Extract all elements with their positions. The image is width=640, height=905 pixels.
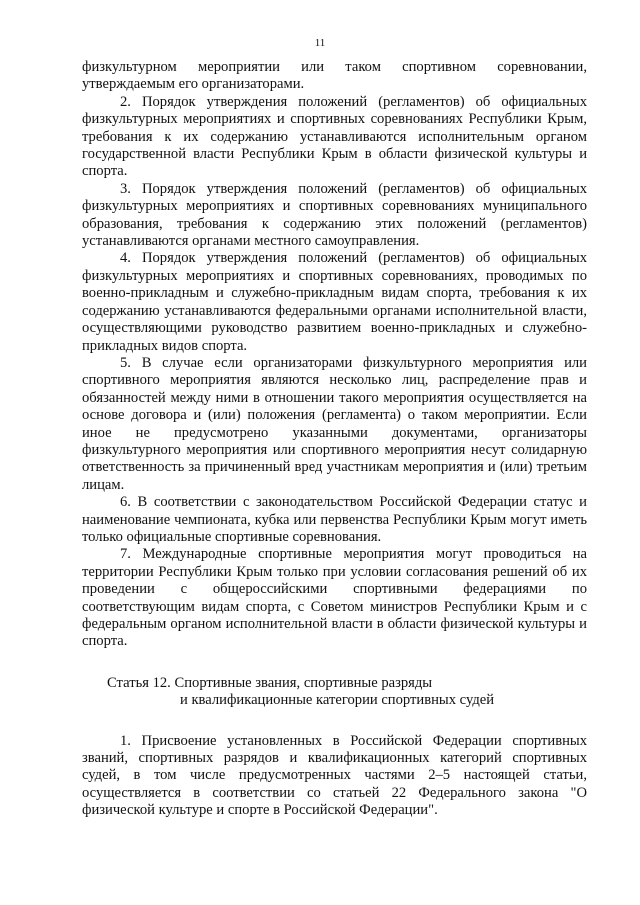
paragraph-item-2: 2. Порядок утверждения положений (регламентов) об официальных физкультурных мероприятиях и спортивных соревнованиях Республики Крым, требования к их содержанию устанавливаются исполнительным органом государственной власти Республики Крым в области физической культуры и спорта.: [82, 93, 587, 180]
article-title-line-2: и квалификационные категории спортивных судей: [180, 692, 495, 709]
article-heading: [82, 675, 587, 710]
document-body: [82, 59, 587, 820]
article-paragraph-1: 1. Присвоение установленных в Российской Федерации спортивных званий, спортивных разрядов и квалификационных категорий спортивных судей, в том числе предусмотренных частями 2–5 настоящей статьи, осуществляется в соответствии со статьей 22 Федерального закона "О физической культуре и спорте в Российской Федерации".: [82, 732, 587, 819]
paragraph-item-7: 7. Международные спортивные мероприятия могут проводиться на территории Республики Крым только при условии согласования решений об их проведении с общероссийскими спортивными федерациями по соответствующим видам спорта, с Советом министров Республики Крым и с федеральным органом исполнительной власти в области физической культуры и спорта.: [82, 546, 587, 650]
paragraph-item-3: 3. Порядок утверждения положений (регламентов) об официальных физкультурных мероприятиях и спортивных соревнованиях муниципального образования, требования к содержанию этих положений (регламентов) устанавливаются органами местного самоуправления.: [82, 180, 587, 250]
paragraph-item-6: 6. В соответствии с законодательством Российской Федерации статус и наименование чемпионата, кубка или первенства Республики Крым могут иметь только официальные спортивные соревнования.: [82, 494, 587, 545]
page-number: 11: [314, 37, 326, 49]
article-title-line-1: Статья 12. Спортивные звания, спортивные разряды: [107, 674, 433, 691]
paragraph-item-4: 4. Порядок утверждения положений (регламентов) об официальных физкультурных мероприятиях и спортивных соревнованиях, проводимых по военно-прикладным и служебно-прикладным видам спорта, требования к их содержанию устанавливаются федеральными органами исполнительной власти, осуществляющими руководство развитием военно-прикладных и служебно-прикладных видов спорта.: [82, 250, 587, 354]
paragraph-item-5: 5. В случае если организаторами физкультурного мероприятия или спортивного мероприятия являются несколько лиц, распределение прав и обязанностей между ними в отношении такого мероприятия осуществляется на основе договора и (или) положения (регламента) о таком мероприятии. Если иное не предусмотрено указанными документами, организаторы физкультурного мероприятия или спортивного мероприятия несут солидарную ответственность за причиненный вред участникам мероприятия и (или) третьим лицам.: [82, 354, 587, 493]
paragraph-continued: физкультурном мероприятии или таком спортивном соревновании, утверждаемым его организаторами.: [82, 59, 587, 93]
